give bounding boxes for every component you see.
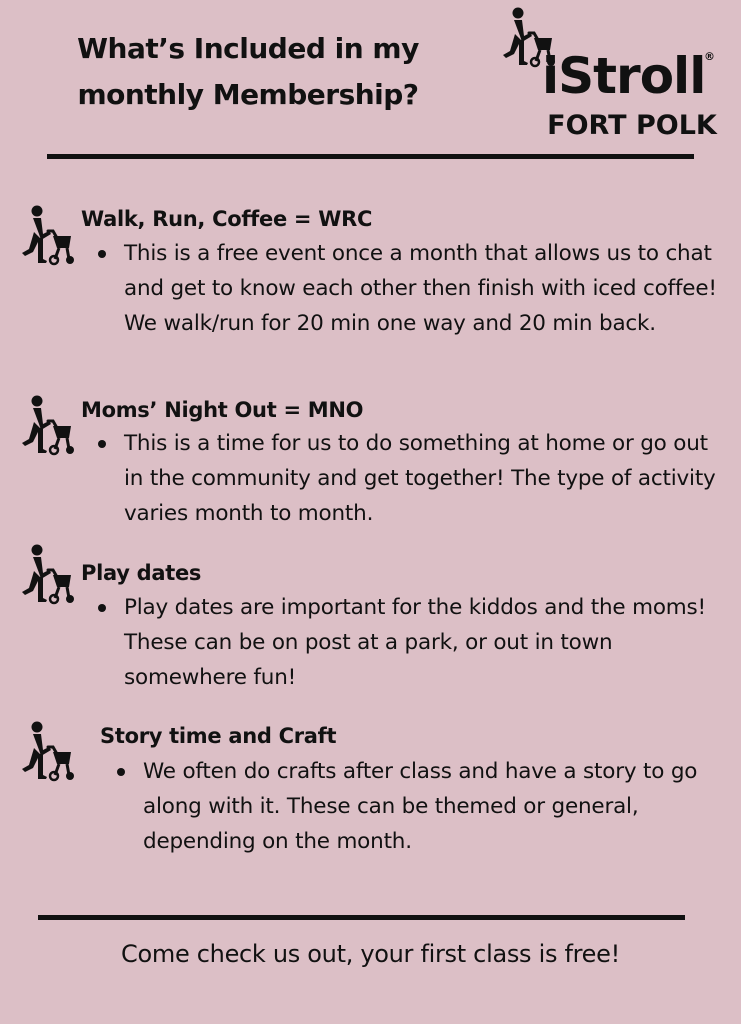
section-title: Story time and Craft (100, 724, 337, 748)
page-title-line-1: What’s Included in my (77, 32, 419, 65)
section-text: This is a free event once a month that allows us to chat and get to know each other then finish with iced coffee! We walk/run for 20 min one way and 20 min back. (124, 241, 717, 336)
stroller-walker-icon (19, 204, 75, 266)
section-title: Play dates (81, 561, 202, 585)
bullet-icon (98, 250, 106, 258)
section-text: Play dates are important for the kiddos and the moms! These can be on post at a park, or out in town somewhere fun! (124, 595, 706, 690)
registered-mark: ® (704, 50, 715, 63)
section-title: Moms’ Night Out = MNO (81, 398, 364, 422)
stroller-walker-icon (19, 394, 75, 456)
stroller-walker-icon (19, 543, 75, 605)
top-divider (47, 154, 694, 159)
logo-location: FORT POLK (547, 110, 717, 141)
istroll-logo (500, 6, 730, 146)
section-title: Walk, Run, Coffee = WRC (81, 207, 373, 231)
bottom-divider (38, 915, 685, 920)
bullet-icon (117, 768, 125, 776)
footer-cta: Come check us out, your first class is free! (121, 940, 620, 968)
stroller-walker-icon (19, 720, 75, 782)
page-title-line-2: monthly Membership? (77, 78, 419, 111)
section-text: This is a time for us to do something at home or go out in the community and get together! The type of activity varies month to month. (124, 431, 716, 526)
bullet-icon (98, 604, 106, 612)
logo-name: iStroll (542, 47, 706, 105)
section-text: We often do crafts after class and have a story to go along with it. These can be themed or general, depending on the month. (143, 759, 698, 854)
page-title (38, 26, 458, 118)
bullet-icon (98, 440, 106, 448)
